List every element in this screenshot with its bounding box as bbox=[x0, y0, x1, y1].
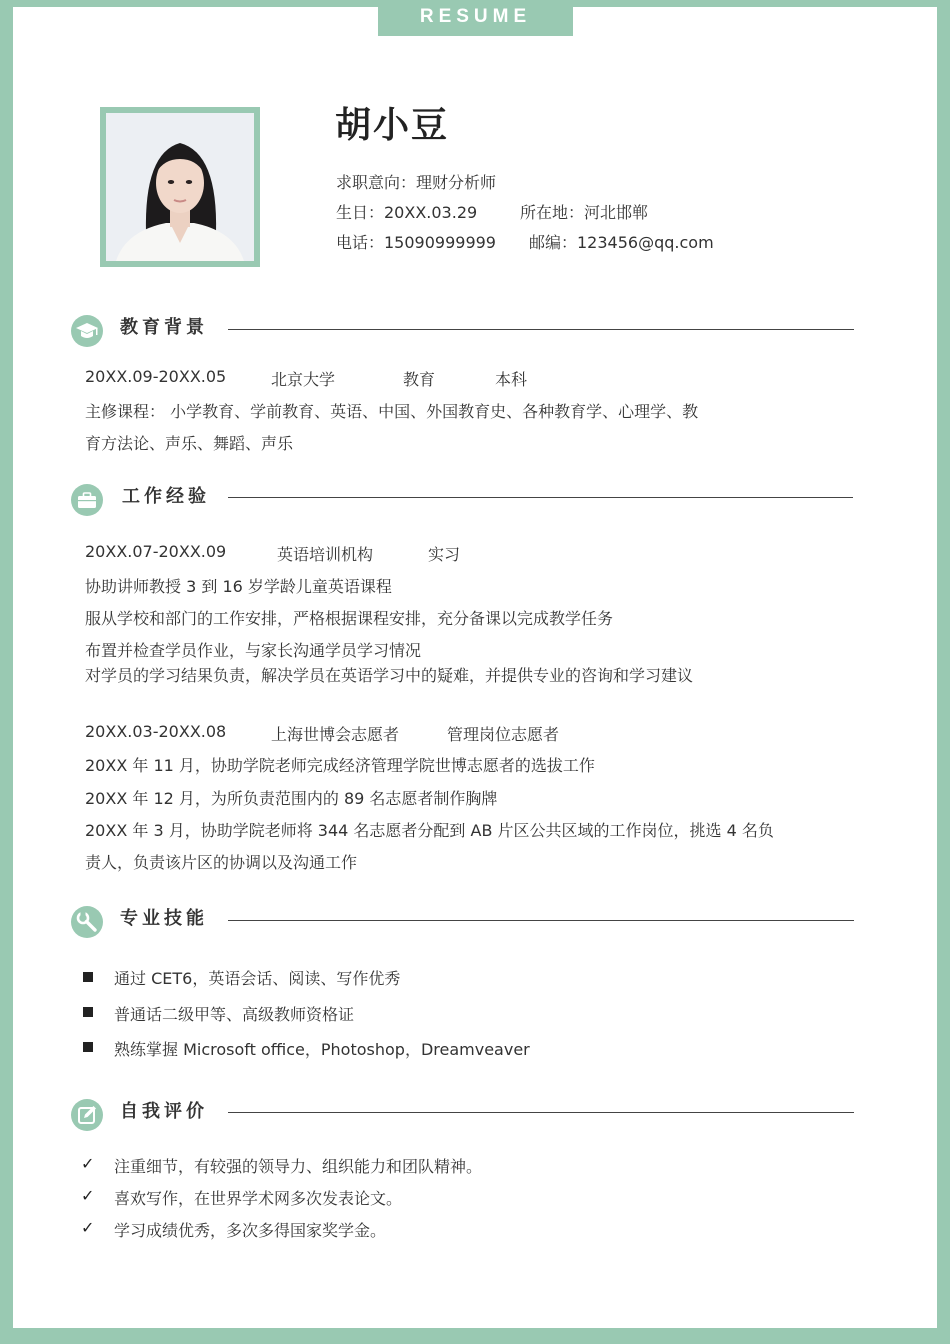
job-duty: 20XX 年 11 月，协助学院老师完成经济管理学院世博志愿者的选拔工作 bbox=[85, 756, 595, 775]
job-target: 求职意向：理财分析师 bbox=[336, 173, 497, 192]
self-item: 注重细节，有较强的领导力、组织能力和团队精神。 bbox=[114, 1157, 483, 1176]
edu-degree: 本科 bbox=[495, 370, 528, 389]
job-role: 实习 bbox=[428, 545, 461, 564]
section-divider bbox=[228, 497, 853, 498]
job-duty: 布置并检查学员作业，与家长沟通学员学习情况 bbox=[85, 641, 422, 660]
edu-school: 北京大学 bbox=[271, 370, 336, 389]
list-bullet bbox=[83, 1007, 93, 1017]
edu-period: 20XX.09-20XX.05 bbox=[85, 367, 227, 386]
edu-courses-cont: 育方法论、声乐、舞蹈、声乐 bbox=[85, 434, 294, 453]
section-title-skills: 专业技能 bbox=[120, 908, 208, 929]
job-duty: 20XX 年 3 月，协助学院老师将 344 名志愿者分配到 AB 片区公共区域的工作岗位，挑选 4 名负 bbox=[85, 821, 774, 840]
skill-item: 普通话二级甲等、高级教师资格证 bbox=[114, 1005, 355, 1024]
check-icon: ✓ bbox=[81, 1154, 95, 1173]
frame-right bbox=[937, 0, 950, 1344]
check-icon: ✓ bbox=[81, 1186, 95, 1205]
job-period: 20XX.03-20XX.08 bbox=[85, 722, 227, 741]
job-duty: 协助讲师教授 3 到 16 岁学龄儿童英语课程 bbox=[85, 577, 392, 596]
section-title-self: 自我评价 bbox=[120, 1101, 208, 1122]
section-title-work: 工作经验 bbox=[122, 486, 210, 507]
job-duty: 20XX 年 12 月，为所负责范围内的 89 名志愿者制作胸牌 bbox=[85, 789, 498, 808]
job-period: 20XX.07-20XX.09 bbox=[85, 542, 227, 561]
avatar bbox=[100, 107, 260, 267]
skill-item: 熟练掌握 Microsoft office，Photoshop，Dreamveaver bbox=[114, 1040, 530, 1059]
job-org: 上海世博会志愿者 bbox=[271, 725, 400, 744]
section-divider bbox=[228, 920, 854, 921]
job-org: 英语培训机构 bbox=[277, 545, 374, 564]
birth-date: 生日：20XX.03.29 bbox=[336, 203, 478, 222]
job-duty: 服从学校和部门的工作安排，严格根据课程安排，充分备课以完成教学任务 bbox=[85, 609, 614, 628]
phone: 电话：15090999999 bbox=[336, 233, 496, 252]
job-duty: 对学员的学习结果负责，解决学员在英语学习中的疑难，并提供专业的咨询和学习建议 bbox=[85, 666, 694, 685]
postal: 邮编：123456@qq.com bbox=[529, 233, 714, 252]
edu-courses: 主修课程： 小学教育、学前教育、英语、中国、外国教育史、各种教育学、心理学、教 bbox=[85, 402, 699, 421]
full-name: 胡小豆 bbox=[335, 105, 450, 146]
briefcase-icon bbox=[71, 484, 103, 516]
self-item: 喜欢写作，在世界学术网多次发表论文。 bbox=[114, 1189, 403, 1208]
section-divider bbox=[228, 329, 854, 330]
location: 所在地：河北邯郸 bbox=[520, 203, 649, 222]
list-bullet bbox=[83, 1042, 93, 1052]
job-duty: 责人，负责该片区的协调以及沟通工作 bbox=[85, 853, 358, 872]
frame-bottom bbox=[0, 1328, 950, 1344]
check-icon: ✓ bbox=[81, 1218, 95, 1237]
self-item: 学习成绩优秀，多次多得国家奖学金。 bbox=[114, 1221, 387, 1240]
edit-icon bbox=[71, 1099, 103, 1131]
section-divider bbox=[228, 1112, 854, 1113]
resume-tab: RESUME bbox=[378, 0, 573, 36]
edu-major: 教育 bbox=[403, 370, 436, 389]
section-title-education: 教育背景 bbox=[120, 317, 208, 338]
graduation-cap-icon bbox=[71, 315, 103, 347]
frame-left bbox=[0, 0, 13, 1344]
job-role: 管理岗位志愿者 bbox=[447, 725, 560, 744]
wrench-icon bbox=[71, 906, 103, 938]
list-bullet bbox=[83, 972, 93, 982]
skill-item: 通过 CET6，英语会话、阅读、写作优秀 bbox=[114, 969, 401, 988]
